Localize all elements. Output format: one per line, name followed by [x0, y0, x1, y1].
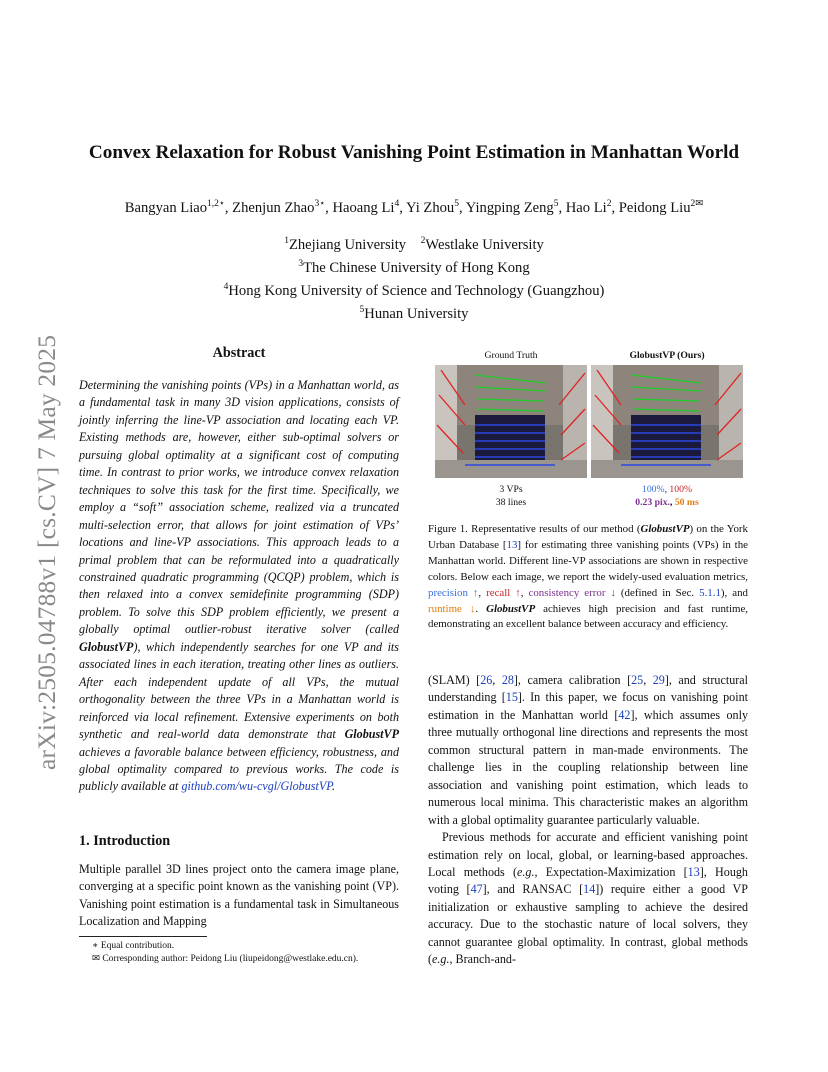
figure-label-ours: GlobustVP (Ours): [629, 350, 705, 361]
introduction-text: Multiple parallel 3D lines project onto the camera image plane, converging at a specific point known as the vanishing point (VP). Vanishing point estimation is a fundamental task in Simultaneous Localization and Mapping: [79, 862, 399, 929]
abstract-heading: Abstract: [212, 345, 266, 361]
author: Peidong Liu$^{2✉}$: [618, 199, 704, 216]
paragraph: (SLAM) [26, 28], camera calibration [25, 29], and structural understanding [15]. In this paper, we focus on vanishing point estimation in the Manhattan world [42], which assumes only three mutually orthogonal line directions and represents the most common structural pattern in man-made environments. The challenge lies in the coupling relationship between line association and vanishing point estimation, which leads to numerous local minima. This characteristic makes an algorithm with a global optimality guarantee particularly valuable.: [428, 673, 749, 827]
body-text-right-column: [428, 672, 748, 969]
author-list: [0, 194, 828, 218]
figure-image-ground-truth: [435, 365, 587, 478]
affiliation-line: $^3$The Chinese University of Hong Kong: [298, 258, 530, 276]
section-heading-introduction: 1. Introduction: [79, 833, 171, 849]
abstract-text: Determining the vanishing points (VPs) in a Manhattan world, as a fundamental task in many 3D vision applications, consists of jointly inferring the line-VP association and locating each VP. Existing methods are, however, either sub-optimal solvers or pursuing global optimality at a significant cost of computing time. In contrast to prior works, we introduce convex relaxation techniques to solve this task for the first time. Specifically, we employ a “soft” association scheme, realized via a truncated multi-selection error, that allows for joint estimation of VPs’ locations and line-VP associations. This approach leads to a primal problem that can be reformulated into a quadratically constrained quadratic programming (QCQP) problem, which is then relaxed into a convex semidefinite programming (SDP) problem. To solve this SDP problem efficiently, we present a globally optimal outlier-robust iterative solver (called GlobustVP), which independently searches for one VP and its associated lines in each iteration, treating other lines as outliers. After each independent update of all VPs, the mutual orthogonality between the three VPs in a Manhattan world is reinforced via local refinement. Extensive experiments on both synthetic and real-world data demonstrate that GlobustVP achieves a favorable balance between efficiency, robustness, and global optimality compared to previous works. The code is publicly available at github.com/wu-cvgl/GlobustVP.: [79, 378, 399, 794]
footnote-equal-contribution: ∗ Equal contribution.: [92, 941, 175, 951]
author: Haoang Li$^4$,: [332, 199, 406, 216]
author: Zhenjun Zhao$^{3⋆}$,: [232, 199, 333, 216]
affiliation-line: $^4$Hong Kong University of Science and Technology (Guangzhou): [223, 281, 605, 299]
figure-caption: Figure 1. Representative results of our method (GlobustVP) on the York Urban Database [13] for estimating three vanishing points (VPs) in the Manhattan world. Different line-VP associations are shown in respective colors. Below each image, we report the widely-used evaluation metrics, precision ↑, recall ↑, consistency error ↓ (defined in Sec. 5.1.1), and runtime ↓. GlobustVP achieves high precision and fast runtime, demonstrating an excellent balance between accuracy and efficiency.: [428, 523, 748, 631]
arxiv-watermark: arXiv:2505.04788v1 [cs.CV] 7 May 2025: [32, 334, 61, 770]
figure-image-globustvp: [591, 365, 743, 478]
code-link[interactable]: github.com/wu-cvgl/GlobustVP: [181, 779, 333, 794]
footnote-divider: [79, 936, 207, 937]
figure-stats-ground-truth: 3 VPs 38 lines: [495, 484, 527, 508]
author: Hao Li$^2$,: [565, 199, 619, 216]
author: Yi Zhou$^5$,: [405, 199, 466, 216]
author: Yingping Zeng$^5$,: [465, 199, 566, 216]
paragraph: Previous methods for accurate and efficient vanishing point estimation rely on local, global, or learning-based approaches. Local methods (e.g., Expectation-Maximization [13], Hough voting [47], and RANSAC [14]) require either a good VP initialization or exhaustive sampling to achieve the desired accuracy. Due to the stochastic nature of local solvers, they cannot guarantee global optimality. In contrast, global methods (e.g., Branch-and-: [428, 830, 748, 967]
affiliation-line: $^5$Hunan University: [359, 304, 469, 322]
figure-stats-globustvp: 100%, 100% 0.23 pix., 50 ms: [635, 484, 699, 508]
affiliation-line: $^1$Zhejiang University $^2$Westlake University: [284, 236, 544, 253]
author: Bangyan Liao$^{1,2⋆}$,: [124, 199, 233, 216]
footnote-corresponding-author: ✉ Corresponding author: Peidong Liu (liupeidong@westlake.edu.cn).: [92, 954, 359, 964]
affiliations: [0, 232, 828, 323]
figure-label-ground-truth: Ground Truth: [484, 350, 538, 361]
paper-title: Convex Relaxation for Robust Vanishing Point Estimation in Manhattan World: [88, 142, 740, 163]
